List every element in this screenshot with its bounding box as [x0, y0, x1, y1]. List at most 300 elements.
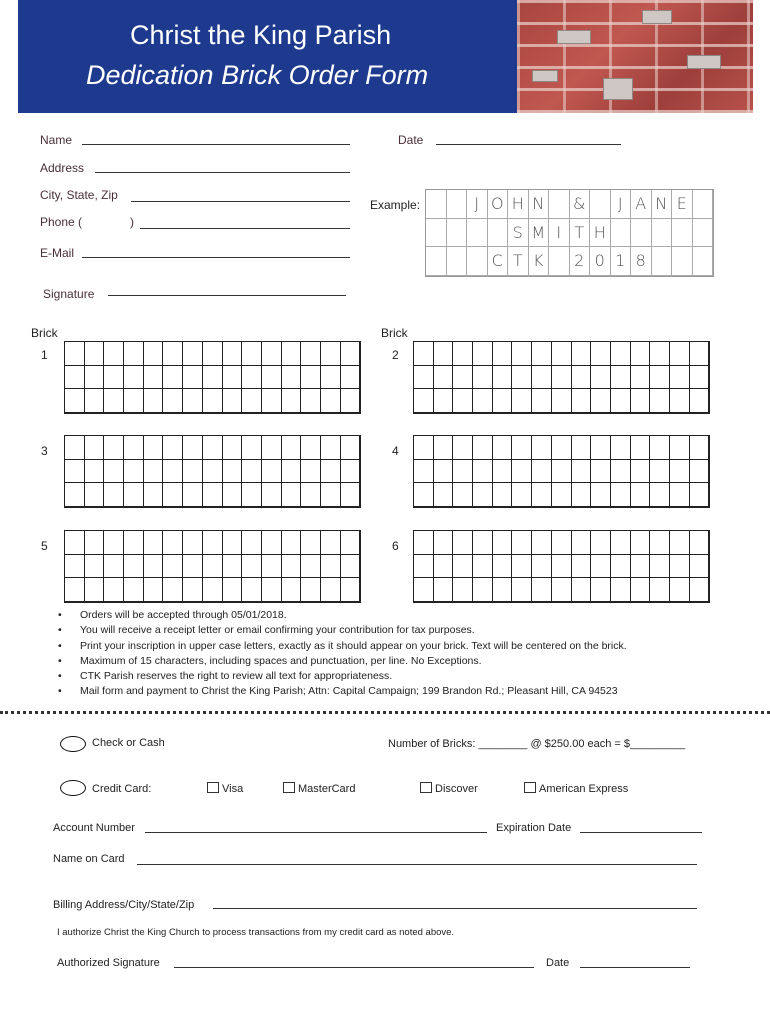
brick-cell[interactable] [262, 389, 282, 413]
mastercard-checkbox[interactable] [283, 782, 295, 793]
brick-cell[interactable] [572, 578, 592, 602]
brick-cell[interactable] [85, 366, 105, 390]
authorized-date-field[interactable] [580, 967, 690, 968]
brick-cell[interactable] [532, 555, 552, 579]
brick-cell[interactable] [434, 483, 454, 507]
brick-cell[interactable] [414, 483, 434, 507]
brick-cell[interactable] [104, 389, 124, 413]
brick-cell[interactable] [591, 366, 611, 390]
brick-cell[interactable] [85, 436, 105, 460]
brick-cell[interactable] [493, 578, 513, 602]
brick-cell[interactable] [690, 342, 710, 366]
brick-cell[interactable] [690, 578, 710, 602]
brick-grid-2[interactable] [413, 341, 710, 414]
brick-cell[interactable] [223, 366, 243, 390]
brick-cell[interactable] [572, 460, 592, 484]
billing-address-field[interactable] [213, 908, 697, 909]
brick-cell[interactable] [163, 460, 183, 484]
brick-cell[interactable] [301, 436, 321, 460]
brick-cell[interactable] [104, 531, 124, 555]
brick-cell[interactable] [650, 389, 670, 413]
brick-cell[interactable] [434, 460, 454, 484]
brick-cell[interactable] [163, 436, 183, 460]
brick-cell[interactable] [183, 342, 203, 366]
brick-cell[interactable] [104, 342, 124, 366]
brick-cell[interactable] [341, 555, 361, 579]
brick-cell[interactable] [650, 483, 670, 507]
brick-cell[interactable] [414, 342, 434, 366]
american-express-checkbox[interactable] [524, 782, 536, 793]
brick-cell[interactable] [493, 460, 513, 484]
brick-cell[interactable] [453, 366, 473, 390]
brick-cell[interactable] [242, 483, 262, 507]
brick-cell[interactable] [282, 366, 302, 390]
brick-cell[interactable] [183, 366, 203, 390]
brick-cell[interactable] [453, 389, 473, 413]
brick-cell[interactable] [473, 578, 493, 602]
brick-cell[interactable] [434, 366, 454, 390]
address-field[interactable] [95, 172, 350, 173]
brick-cell[interactable] [144, 483, 164, 507]
brick-cell[interactable] [282, 531, 302, 555]
account-number-field[interactable] [145, 832, 487, 833]
brick-cell[interactable] [572, 555, 592, 579]
brick-cell[interactable] [552, 555, 572, 579]
brick-cell[interactable] [690, 389, 710, 413]
brick-cell[interactable] [321, 483, 341, 507]
brick-cell[interactable] [493, 483, 513, 507]
brick-cell[interactable] [611, 389, 631, 413]
brick-cell[interactable] [301, 389, 321, 413]
brick-grid-4[interactable] [413, 435, 710, 508]
brick-cell[interactable] [341, 436, 361, 460]
brick-cell[interactable] [223, 389, 243, 413]
brick-cell[interactable] [453, 460, 473, 484]
brick-cell[interactable] [611, 436, 631, 460]
brick-cell[interactable] [282, 342, 302, 366]
brick-cell[interactable] [341, 460, 361, 484]
brick-cell[interactable] [321, 436, 341, 460]
brick-cell[interactable] [453, 342, 473, 366]
brick-cell[interactable] [631, 555, 651, 579]
brick-cell[interactable] [203, 389, 223, 413]
brick-cell[interactable] [473, 483, 493, 507]
brick-cell[interactable] [670, 436, 690, 460]
brick-cell[interactable] [532, 531, 552, 555]
brick-cell[interactable] [183, 578, 203, 602]
brick-cell[interactable] [453, 555, 473, 579]
brick-cell[interactable] [434, 436, 454, 460]
brick-cell[interactable] [203, 531, 223, 555]
brick-cell[interactable] [85, 389, 105, 413]
brick-cell[interactable] [262, 555, 282, 579]
brick-cell[interactable] [242, 436, 262, 460]
brick-cell[interactable] [341, 531, 361, 555]
brick-cell[interactable] [242, 460, 262, 484]
brick-cell[interactable] [163, 483, 183, 507]
brick-cell[interactable] [512, 460, 532, 484]
brick-cell[interactable] [124, 342, 144, 366]
brick-cell[interactable] [670, 483, 690, 507]
brick-cell[interactable] [670, 342, 690, 366]
brick-cell[interactable] [282, 483, 302, 507]
brick-cell[interactable] [242, 531, 262, 555]
brick-cell[interactable] [321, 366, 341, 390]
brick-cell[interactable] [591, 483, 611, 507]
brick-cell[interactable] [104, 366, 124, 390]
brick-cell[interactable] [552, 342, 572, 366]
brick-cell[interactable] [163, 389, 183, 413]
brick-cell[interactable] [512, 366, 532, 390]
brick-cell[interactable] [223, 483, 243, 507]
brick-cell[interactable] [262, 531, 282, 555]
brick-cell[interactable] [690, 555, 710, 579]
brick-cell[interactable] [163, 531, 183, 555]
brick-cell[interactable] [690, 436, 710, 460]
brick-cell[interactable] [493, 342, 513, 366]
brick-cell[interactable] [512, 531, 532, 555]
brick-cell[interactable] [552, 436, 572, 460]
name-on-card-field[interactable] [137, 864, 697, 865]
brick-cell[interactable] [203, 342, 223, 366]
brick-cell[interactable] [301, 578, 321, 602]
brick-cell[interactable] [262, 366, 282, 390]
brick-cell[interactable] [552, 483, 572, 507]
phone-field[interactable] [140, 228, 350, 229]
brick-cell[interactable] [552, 366, 572, 390]
brick-cell[interactable] [65, 366, 85, 390]
brick-cell[interactable] [512, 578, 532, 602]
brick-cell[interactable] [65, 531, 85, 555]
brick-cell[interactable] [65, 436, 85, 460]
brick-cell[interactable] [493, 436, 513, 460]
brick-cell[interactable] [242, 342, 262, 366]
brick-cell[interactable] [690, 460, 710, 484]
brick-cell[interactable] [85, 578, 105, 602]
brick-cell[interactable] [631, 436, 651, 460]
brick-cell[interactable] [650, 460, 670, 484]
signature-field[interactable] [108, 295, 346, 296]
brick-cell[interactable] [301, 531, 321, 555]
brick-cell[interactable] [262, 578, 282, 602]
brick-cell[interactable] [85, 555, 105, 579]
brick-cell[interactable] [670, 389, 690, 413]
brick-cell[interactable] [321, 555, 341, 579]
brick-cell[interactable] [262, 342, 282, 366]
brick-cell[interactable] [670, 578, 690, 602]
brick-cell[interactable] [242, 389, 262, 413]
brick-cell[interactable] [473, 436, 493, 460]
brick-cell[interactable] [163, 342, 183, 366]
brick-cell[interactable] [631, 578, 651, 602]
brick-grid-1[interactable] [64, 341, 361, 414]
brick-cell[interactable] [434, 342, 454, 366]
brick-cell[interactable] [690, 531, 710, 555]
brick-cell[interactable] [414, 460, 434, 484]
brick-cell[interactable] [124, 389, 144, 413]
brick-cell[interactable] [532, 578, 552, 602]
brick-cell[interactable] [85, 483, 105, 507]
brick-cell[interactable] [591, 531, 611, 555]
brick-cell[interactable] [144, 578, 164, 602]
brick-cell[interactable] [552, 531, 572, 555]
brick-cell[interactable] [242, 366, 262, 390]
brick-cell[interactable] [552, 578, 572, 602]
brick-cell[interactable] [203, 436, 223, 460]
brick-cell[interactable] [434, 578, 454, 602]
brick-cell[interactable] [321, 578, 341, 602]
brick-cell[interactable] [341, 342, 361, 366]
brick-cell[interactable] [670, 531, 690, 555]
brick-cell[interactable] [183, 531, 203, 555]
brick-cell[interactable] [301, 342, 321, 366]
brick-cell[interactable] [203, 460, 223, 484]
brick-cell[interactable] [611, 578, 631, 602]
brick-cell[interactable] [473, 366, 493, 390]
brick-grid-5[interactable] [64, 530, 361, 603]
brick-cell[interactable] [414, 389, 434, 413]
brick-cell[interactable] [611, 555, 631, 579]
brick-cell[interactable] [262, 483, 282, 507]
brick-cell[interactable] [631, 366, 651, 390]
name-on-card-label: Name on Card [53, 853, 125, 865]
brick-cell[interactable] [611, 483, 631, 507]
brick-cell[interactable] [414, 366, 434, 390]
brick-cell[interactable] [124, 578, 144, 602]
brick-cell[interactable] [434, 555, 454, 579]
brick-cell[interactable] [572, 366, 592, 390]
brick-cell[interactable] [611, 460, 631, 484]
brick-cell[interactable] [223, 531, 243, 555]
brick-cell[interactable] [512, 436, 532, 460]
brick-cell[interactable] [572, 483, 592, 507]
check-or-cash-radio[interactable] [60, 736, 86, 752]
brick-cell[interactable] [203, 483, 223, 507]
authorized-signature-field[interactable] [174, 967, 534, 968]
brick-cell[interactable] [321, 531, 341, 555]
brick-cell[interactable] [572, 436, 592, 460]
brick-cell[interactable] [183, 555, 203, 579]
brick-cell[interactable] [650, 555, 670, 579]
brick-cell[interactable] [493, 389, 513, 413]
brick-cell[interactable] [453, 578, 473, 602]
brick-cell[interactable] [611, 342, 631, 366]
brick-cell[interactable] [434, 389, 454, 413]
brick-cell[interactable] [453, 483, 473, 507]
brick-cell[interactable] [262, 436, 282, 460]
brick-cell[interactable] [493, 531, 513, 555]
brick-cell[interactable] [493, 366, 513, 390]
brick-cell[interactable] [414, 436, 434, 460]
brick-cell[interactable] [414, 555, 434, 579]
brick-cell[interactable] [591, 460, 611, 484]
brick-cell[interactable] [203, 578, 223, 602]
example-cell: S [508, 219, 529, 248]
brick-cell[interactable] [473, 555, 493, 579]
brick-cell[interactable] [631, 342, 651, 366]
brick-cell[interactable] [85, 531, 105, 555]
brick-cell[interactable] [611, 531, 631, 555]
brick-cell[interactable] [414, 578, 434, 602]
brick-cell[interactable] [572, 531, 592, 555]
brick-grid-3[interactable] [64, 435, 361, 508]
brick-cell[interactable] [650, 342, 670, 366]
brick-cell[interactable] [473, 342, 493, 366]
brick-cell[interactable] [203, 555, 223, 579]
brick-cell[interactable] [144, 460, 164, 484]
brick-cell[interactable] [242, 578, 262, 602]
brick-cell[interactable] [512, 483, 532, 507]
brick-cell[interactable] [532, 366, 552, 390]
brick-cell[interactable] [301, 366, 321, 390]
brick-cell[interactable] [532, 436, 552, 460]
brick-cell[interactable] [144, 389, 164, 413]
brick-cell[interactable] [301, 483, 321, 507]
brick-cell[interactable] [223, 460, 243, 484]
brick-cell[interactable] [670, 366, 690, 390]
brick-cell[interactable] [223, 342, 243, 366]
email-field[interactable] [82, 257, 350, 258]
brick-cell[interactable] [631, 483, 651, 507]
brick-cell[interactable] [321, 342, 341, 366]
brick-cell[interactable] [183, 436, 203, 460]
example-cell [426, 219, 447, 248]
brick-cell[interactable] [341, 389, 361, 413]
brick-number-6: 6 [392, 539, 399, 553]
brick-cell[interactable] [163, 555, 183, 579]
brick-cell[interactable] [473, 460, 493, 484]
brick-cell[interactable] [65, 460, 85, 484]
brick-cell[interactable] [414, 531, 434, 555]
brick-cell[interactable] [104, 460, 124, 484]
brick-cell[interactable] [631, 460, 651, 484]
brick-cell[interactable] [532, 389, 552, 413]
brick-cell[interactable] [85, 460, 105, 484]
brick-cell[interactable] [341, 366, 361, 390]
brick-cell[interactable] [591, 578, 611, 602]
brick-cell[interactable] [282, 389, 302, 413]
brick-cell[interactable] [611, 366, 631, 390]
brick-cell[interactable] [650, 366, 670, 390]
brick-cell[interactable] [512, 389, 532, 413]
brick-cell[interactable] [572, 389, 592, 413]
brick-grid-6[interactable] [413, 530, 710, 603]
brick-cell[interactable] [591, 389, 611, 413]
brick-cell[interactable] [591, 555, 611, 579]
brick-cell[interactable] [104, 555, 124, 579]
brick-cell[interactable] [163, 578, 183, 602]
brick-cell[interactable] [183, 460, 203, 484]
brick-cell[interactable] [473, 389, 493, 413]
brick-cell[interactable] [552, 460, 572, 484]
brick-cell[interactable] [65, 578, 85, 602]
brick-cell[interactable] [591, 342, 611, 366]
brick-cell[interactable] [183, 389, 203, 413]
brick-cell[interactable] [321, 460, 341, 484]
brick-cell[interactable] [163, 366, 183, 390]
brick-cell[interactable] [85, 342, 105, 366]
brick-cell[interactable] [453, 531, 473, 555]
brick-cell[interactable] [532, 342, 552, 366]
expiration-date-field[interactable] [580, 832, 702, 833]
brick-cell[interactable] [321, 389, 341, 413]
brick-cell[interactable] [650, 436, 670, 460]
brick-cell[interactable] [572, 342, 592, 366]
brick-cell[interactable] [124, 460, 144, 484]
brick-cell[interactable] [144, 436, 164, 460]
name-field[interactable] [82, 144, 350, 145]
brick-cell[interactable] [242, 555, 262, 579]
brick-cell[interactable] [473, 531, 493, 555]
brick-cell[interactable] [65, 555, 85, 579]
brick-cell[interactable] [65, 389, 85, 413]
brick-cell[interactable] [512, 342, 532, 366]
brick-cell[interactable] [552, 389, 572, 413]
brick-cell[interactable] [124, 366, 144, 390]
brick-cell[interactable] [104, 483, 124, 507]
brick-cell[interactable] [650, 531, 670, 555]
brick-cell[interactable] [690, 483, 710, 507]
american-express-label: American Express [539, 783, 629, 795]
brick-cell[interactable] [532, 460, 552, 484]
brick-cell[interactable] [124, 483, 144, 507]
brick-cell[interactable] [282, 578, 302, 602]
brick-cell[interactable] [65, 483, 85, 507]
brick-cell[interactable] [301, 460, 321, 484]
brick-cell[interactable] [223, 436, 243, 460]
brick-cell[interactable] [434, 531, 454, 555]
brick-cell[interactable] [223, 555, 243, 579]
brick-cell[interactable] [144, 531, 164, 555]
brick-cell[interactable] [282, 460, 302, 484]
brick-cell[interactable] [144, 366, 164, 390]
brick-cell[interactable] [282, 436, 302, 460]
brick-cell[interactable] [203, 366, 223, 390]
discover-checkbox[interactable] [420, 782, 432, 793]
brick-cell[interactable] [341, 578, 361, 602]
brick-cell[interactable] [104, 436, 124, 460]
brick-cell[interactable] [670, 460, 690, 484]
brick-cell[interactable] [453, 436, 473, 460]
brick-cell[interactable] [670, 555, 690, 579]
date-field[interactable] [436, 144, 621, 145]
brick-cell[interactable] [631, 389, 651, 413]
brick-cell[interactable] [65, 342, 85, 366]
brick-cell[interactable] [631, 531, 651, 555]
brick-cell[interactable] [124, 531, 144, 555]
brick-cell[interactable] [282, 555, 302, 579]
visa-checkbox[interactable] [207, 782, 219, 793]
brick-cell[interactable] [301, 555, 321, 579]
brick-cell[interactable] [341, 483, 361, 507]
brick-cell[interactable] [104, 578, 124, 602]
brick-cell[interactable] [532, 483, 552, 507]
brick-cell[interactable] [650, 578, 670, 602]
brick-cell[interactable] [591, 436, 611, 460]
brick-cell[interactable] [262, 460, 282, 484]
brick-cell[interactable] [223, 578, 243, 602]
brick-cell[interactable] [690, 366, 710, 390]
brick-cell[interactable] [124, 436, 144, 460]
city-state-zip-field[interactable] [131, 201, 350, 202]
brick-cell[interactable] [493, 555, 513, 579]
brick-cell[interactable] [124, 555, 144, 579]
credit-card-radio[interactable] [60, 780, 86, 796]
brick-cell[interactable] [183, 483, 203, 507]
brick-cell[interactable] [512, 555, 532, 579]
brick-cell[interactable] [144, 342, 164, 366]
brick-cell[interactable] [144, 555, 164, 579]
